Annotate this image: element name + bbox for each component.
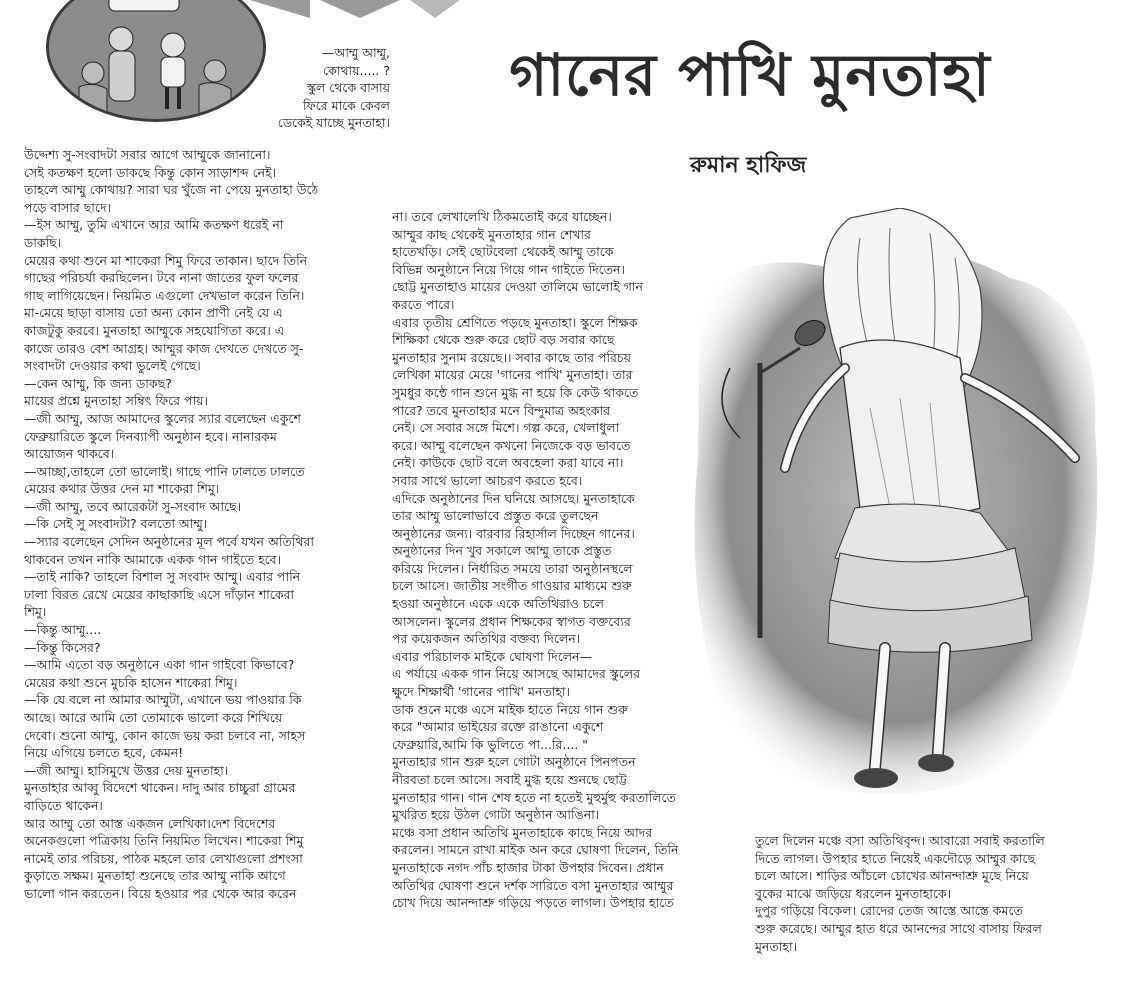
story-line: —কিন্তু আম্মু....: [24, 622, 102, 638]
story-line: মুনতাহার আব্বু বিদেশে থাকেন। দাদু আর চাচ্চুরা গ্রামের: [24, 780, 296, 796]
story-line: ফেব্রুয়ারিতে স্কুলে দিনব্যাপী অনুষ্ঠান হবে। নানারকম: [24, 428, 277, 444]
story-line: বিভিন্ন অনুষ্ঠানে নিয়ে গিয়ে গান গাইতে দিতেন।: [392, 261, 625, 277]
story-line: নেই। কাউকে ছোট বলে অবহেলা করা যাবে না।: [392, 455, 624, 471]
story-line: এদিকে অনুষ্ঠানের দিন ঘনিয়ে আসছে। মুনতাহাকে: [392, 490, 635, 506]
story-line: সংবাদটা দেওয়ার কথা ভুলেই গেছে।: [24, 358, 201, 374]
story-line: মুনতাহা।: [755, 938, 798, 954]
story-line: চলে আসে। জাতীয় সংগীত গাওয়ার মাধ্যমে শুরু: [392, 578, 632, 594]
article-title: গানের পাখি মুনতাহা: [509, 41, 991, 109]
story-line: নামেই তার পরিচয়, পাঠক মহলে তার লেখাগুলো প্রশংসা: [24, 850, 303, 866]
story-column-3: [755, 832, 1105, 955]
story-line: দুপুর গড়িয়ে বিকেল। রোদের তেজ আস্তে আস্তে কমতে: [755, 903, 1023, 919]
story-line: —তাই নাকি? তাহলে বিশাল সু সংবাদ আম্মু। এবার পানি: [24, 569, 301, 585]
story-line: —জী আম্মু, তবে আরেকটা সু-সংবাদ আছে।: [24, 498, 242, 514]
story-line: সবার সাথে ভালো আচরণ করতে হবে।: [392, 472, 583, 488]
story-line: নিয়ে এগিয়ে চলতে হবে, কেমন!: [24, 745, 184, 761]
intro-text: [220, 44, 390, 132]
girl-singing-illustration: [690, 208, 1105, 818]
story-line: —ইস আম্মু, তুমি এখানে আর আমি কতক্ষণ ধরেই না: [24, 217, 284, 233]
story-line: না। তবে লেখালেখি ঠিকমতোই করে যাচ্ছেন।: [392, 209, 612, 224]
story-line: দেবো। শুনো আম্মু, কোন কাজে ভয় করা চলবে না, সাহস: [24, 727, 306, 743]
story-line: কুড়াতে সক্ষম। মুনতাহা শুনেছে তার আম্মু নাকি আগে: [24, 868, 286, 884]
story-line: করে "আমার ভাইয়ের রক্তে রাঙানো একুশে: [392, 719, 604, 735]
story-line: অনেকগুলো পত্রিকায় তিনি নিয়মিত লিখেন। শাকেরা শিমু: [24, 833, 304, 849]
story-line: মেয়ের কথা শুনে মা শাকেরা শিমু ফিরে তাকান। ছাদে তিনি: [24, 252, 308, 268]
story-line: ভালো গান করতেন। বিয়ে হওয়ার পর থেকে আর করেন: [24, 885, 297, 901]
story-line: মুনতাহার গান শুরু হলে গোটা অনুষ্ঠানে পিনপতন: [392, 754, 636, 770]
story-line: উদ্দেশ্য সু-সংবাদটা সবার আগে আম্মুকে জানানো।: [24, 147, 271, 162]
story-line: এবার তৃতীয় শ্রেণিতে পড়ছে মুনতাহা। স্কুলে শিক্ষক: [392, 314, 638, 330]
story-line: আছে। আরে আমি তো তোমাকে ভালো করে শিখিয়ে: [24, 710, 283, 725]
story-line: —জী আম্মু। হাসিমুখে উত্তর দেয় মুনতাহা।: [24, 762, 229, 778]
story-line: ডাক শুনে মঞ্চে এসে মাইক হাতে নিয়ে গান শুরু: [392, 701, 628, 717]
story-line: মা-মেয়ে ছাড়া বাসায় তো অন্য কোন প্রাণী নেই যে এ: [24, 305, 283, 321]
story-line: তাহলে আম্মু কোথায়? সারা ঘর খুঁজে না পেয়ে মুনতাহা উঠে: [24, 182, 319, 198]
story-line: করলেন। সামনে রাখা মাইক অন করে ঘোষণা দিলেন, তিনি: [392, 842, 679, 858]
intro-line: —আম্মু আম্মু,: [321, 45, 390, 60]
story-line: এ পর্যায়ে একক গান নিয়ে আসছে আমাদের স্কুলের: [392, 666, 640, 682]
story-line: —কি সেই সু সংবাদটা? বলতো আম্মু।: [24, 516, 208, 532]
story-line: মায়ের প্রশ্নে মুনতাহা সম্বিৎ ফিরে পায়।: [24, 393, 208, 409]
intro-line: ফিরে মাকে কেবল: [303, 97, 390, 113]
story-line: পারে? তবে মুনতাহার মনে বিন্দুমাত্র অহংকার: [392, 402, 611, 418]
story-line: আর আম্মু তো আস্ত একজন লেখিকা।দেশ বিদেশের: [24, 815, 276, 831]
story-line: ক্ষুদে শিক্ষার্থী 'গানের পাখি' মনতাহা।: [392, 684, 571, 700]
story-line: করতে পারে।: [392, 296, 455, 312]
story-line: তুলে দিলেন মঞ্চে বসা অতিথিবৃন্দ। আবারো সবাই করতালি: [755, 833, 1045, 848]
story-line: সুমধুর কন্ঠে গান শুনে মুগ্ধ না হয়ে কি কেউ থাকতে: [392, 384, 639, 400]
story-line: আয়োজন থাকবে।: [24, 446, 115, 462]
story-line: মেয়ের কথা শুনে মুচকি হাসেন শাকেরা শিমু।: [24, 674, 238, 690]
story-line: —কিন্তু কিসের?: [24, 639, 101, 655]
story-line: —আচ্ছা,তাহলে তো ভালোই। গাছে পানি ঢালতে ঢালতে: [24, 463, 305, 479]
story-column-1: [24, 146, 370, 903]
story-line: অনুষ্ঠানের দিন খুব সকালে আম্মু তাকে প্রস্তুত: [392, 543, 612, 559]
story-line: চলে আসে। শাড়ির আঁচলে চোখের আনন্দাশ্রু মুছে নিয়ে: [755, 868, 1029, 884]
story-line: ফেব্রুয়ারি,আমি কি ভুলিতে পা...রি.... ": [392, 736, 589, 752]
story-line: থাকবেন তখন নাকি আমাকে একক গান গাইতে হবে।: [24, 551, 282, 567]
story-line: আম্মুর কাছ থেকেই মুনতাহার গান শেখার: [392, 226, 591, 242]
story-line: কাজে তারও বেশ আগ্রহ। আম্মুর কাজ দেখতে দেখতে সু-: [24, 340, 304, 356]
story-line: মুনতাহার সুনাম রয়েছে।। সবার কাছে তার পরিচয়: [392, 349, 632, 365]
story-line: দিতে লাগল। উপহার হাতে নিয়েই একদৌড়ে আম্মুর কাছে: [755, 850, 1036, 866]
story-line: শিক্ষিকা থেকে শুরু করে ছোট বড় সবার কাছে: [392, 332, 615, 348]
article-author: রুমান হাফিজ: [690, 153, 807, 178]
story-line: —কেন আম্মু, কি জন্য ডাকছ?: [24, 375, 172, 391]
story-line: পড়ে বাসার ছাদে।: [24, 199, 111, 215]
story-line: শুরু করেছে। আম্মুর হাত ধরে আনন্দের সাথে বাসায় ফিরল: [755, 920, 1042, 936]
story-line: তার আম্মু ভালোভাবে প্রস্তুত করে তুলছেন: [392, 508, 599, 524]
story-line: লেখিকা মায়ের মেয়ে 'গানের পাখি' মুনতাহা। তার: [392, 367, 633, 383]
story-line: —আমি এতো বড় অনুষ্ঠানে একা গান গাইবো কিভাবে?: [24, 657, 295, 673]
header-decoration: [250, 0, 460, 18]
story-line: অনুষ্ঠানের জন্য। বারবার রিহার্সাল দিচ্ছেন গানের।: [392, 525, 635, 541]
story-line: মেয়ের কথার উত্তর দেন মা শাকেরা শিমু।: [24, 481, 220, 497]
story-line: বাড়িতে থাকেন।: [24, 797, 103, 813]
story-line: ঢালা বিরত রেখে মেয়ের কাছাকাছি এসে দাঁড়ান শাকেরা: [24, 586, 295, 602]
story-line: গাছের পরিচর্যা করছিলেন। টবে নানা জাতের ফুল ফলের: [24, 270, 299, 286]
story-line: করে। আম্মু বলেছেন কখনো নিজেকে বড় ভাবতে: [392, 437, 631, 453]
story-column-2: [392, 208, 724, 912]
story-line: পর কয়েকজন অতিথির বক্তব্য দিলেন।: [392, 631, 581, 647]
story-line: গাছ লাগিয়েছেন। নিয়মিত এগুলো দেখভাল করেন তিনি।: [24, 287, 305, 303]
story-line: কাজটুকু করবে। মুনতাহা আম্মুকে সহযোগিতা করে। এ: [24, 322, 285, 338]
story-line: শিমু।: [24, 604, 47, 620]
story-line: মুনতাহার গান। গান শেষ হতে না হতেই মুহুর্মুহু করতালিতে: [392, 789, 676, 805]
story-line: —স্যার বলেছেন সেদিন অনুষ্ঠানের মূল পর্বে যখন অতিথিরা: [24, 534, 314, 550]
story-line: ডাকছি।: [24, 234, 62, 250]
intro-line: কোথায়..... ?: [323, 62, 390, 78]
story-line: চোখ দিয়ে আনন্দাশ্রু গড়িয়ে পড়তে লাগল। উপহার হাতে: [392, 895, 674, 911]
story-line: সেই কতক্ষণ হলো ডাকছে কিন্তু কোন সাড়াশব্দ নেই।: [24, 164, 277, 180]
story-line: নীরবতা চলে আসে। সবাই মুগ্ধ হয়ে শুনছে ছোট্ট: [392, 772, 627, 787]
story-line: আসলেন। স্কুলের প্রধান শিক্ষকের স্বাগত বক্তব্যের: [392, 613, 631, 629]
intro-line: স্কুল থেকে বাসায়: [306, 80, 390, 95]
story-line: এবার পরিচালক মাইকে ঘোষণা দিলেন—: [392, 648, 592, 664]
story-line: —কি যে বলে না আমার আম্মুটা, এখানে ভয় পাওয়ার কি: [24, 692, 302, 708]
story-line: মুনতাহাকে নগদ পাঁচ হাজার টাকা উপহার দিবেন। প্রধান: [392, 859, 664, 875]
story-line: মঞ্চে বসা প্রধান অতিথি মুনতাহাকে কাছে নিয়ে আদর: [392, 824, 653, 840]
story-line: বুকের মাঝে জড়িয়ে ধরলেন মুনতাহাকে।: [755, 885, 952, 901]
story-line: অতিথির ঘোষণা শুনে দর্শক সারিতে বসা মুনতাহার আম্মুর: [392, 877, 674, 893]
intro-line: ডেকেই যাচ্ছে মুনতাহা।: [277, 115, 390, 130]
story-line: করিয়ে দিলেন। নির্ধারিত সময়ে তারা অনুষ্ঠানস্থলে: [392, 560, 633, 576]
story-line: নেই। সে সবার সঙ্গে মিশে। গল্প করে, খেলাধুলা: [392, 420, 620, 436]
story-line: —জী আম্মু, আজ আমাদের স্কুলের স্যার বলেছেন একুশে: [24, 410, 301, 426]
story-line: মুখরিত হয়ে উঠল গোটা অনুষ্ঠান আঙিনা।: [392, 807, 600, 823]
story-line: হাতেখড়ি। সেই ছোটবেলা থেকেই আম্মু তাকে: [392, 244, 614, 260]
story-line: হওয়া অনুষ্ঠানে একে একে অতিথিরাও চলে: [392, 596, 604, 612]
story-line: ছোট্ট মুনতাহাও মায়ের দেওয়া তালিমে ভালোই গান: [392, 279, 643, 295]
